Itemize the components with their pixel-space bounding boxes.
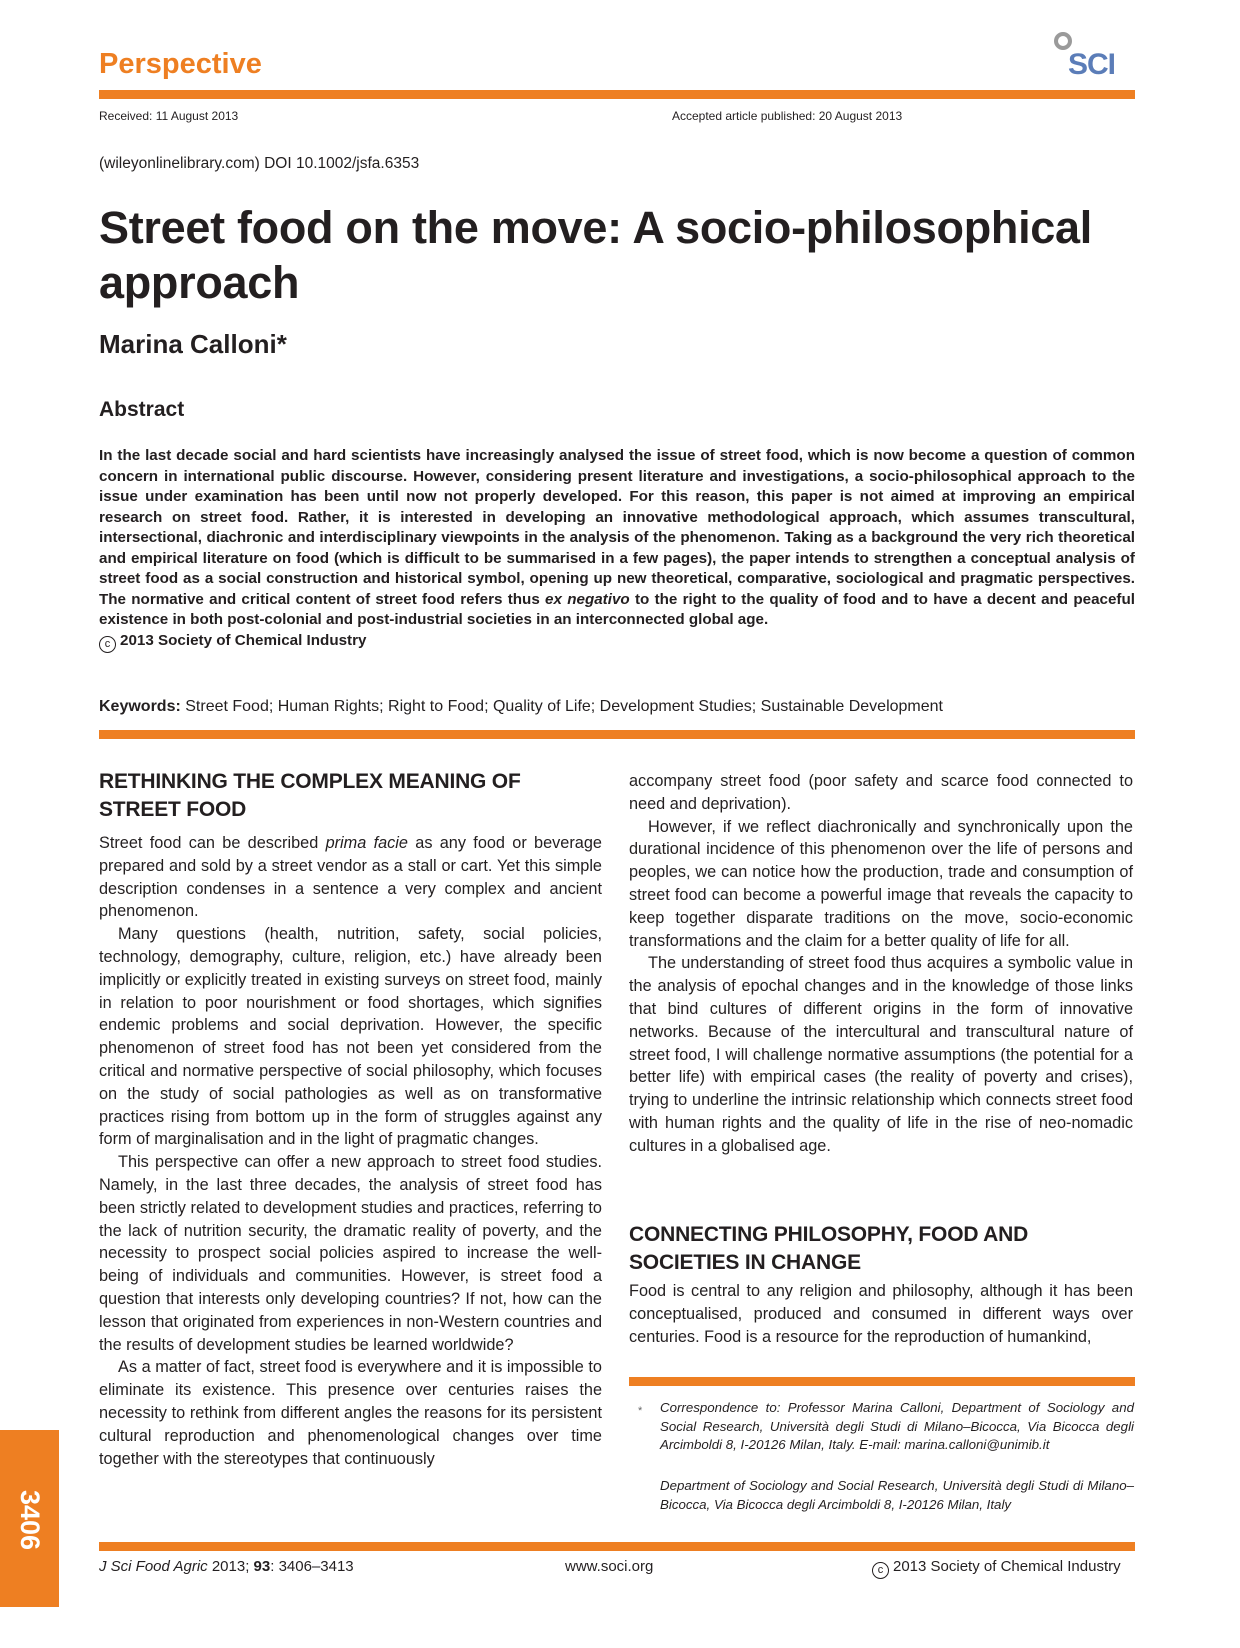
footnote-rule [629, 1377, 1135, 1386]
doi-line[interactable]: (wileyonlinelibrary.com) DOI 10.1002/jsfa.6353 [99, 155, 420, 172]
keywords-line [99, 698, 943, 716]
paragraph-1: Street food can be described prima facie as any food or beverage prepared and sold by a street vendor as a stall or cart. Yet this simple description condenses in a sentence a very complex and ancient phenomenon. [99, 834, 602, 921]
section-heading-2: CONNECTING PHILOSOPHY, FOOD AND SOCIETIES IN CHANGE [629, 1223, 1029, 1274]
footer-copyright: c 2013 Society of Chemical Industry [872, 1558, 1121, 1579]
abstract-text-1: In the last decade social and hard scientists have increasingly analysed the issue of street food, which is now become a question of common concern in international public discourse. However, considering present literature and investigations, a socio-philosophical approach to the issue under examination has been until now not properly developed. For this reason, this paper is not aimed at improving an empirical research on street food. Rather, it is interested in developing an innovative methodological approach, which assumes transcultural, intersectional, diachronic and interdisciplinary viewpoints in the analysis of the phenomenon. Taking as a background the very rich theoretical and empirical literature on food (which is difficult to be summarised in a few pages), the paper intends to strengthen a conceptual analysis of street food as a social construction and historical symbol, opening up new theoretical, comparative, sociological and pragmatic perspectives. The normative and critical content of street food refers thus [99, 447, 1135, 608]
left-column [99, 832, 602, 1470]
abstract-italic: ex negativo [545, 590, 630, 608]
abstract-rule [99, 730, 1135, 739]
right-column-continued [629, 1280, 1133, 1348]
right-column [629, 770, 1133, 1158]
page-number-tab [0, 1430, 59, 1607]
paragraph-3: This perspective can offer a new approach to street food studies. Namely, in the last three decades, the analysis of street food has been strictly related to development studies and practices, referring to the lack of nutrition security, the dramatic reality of poverty, and the necessity to prospect social policies aspired to increase the well-being of individuals and communities. However, is street food a question that interests only developing countries? If not, how can the lesson that originated from experiences in non-Western countries and the results of development studies be learned worldwide? [99, 1153, 602, 1354]
logo-text: SCI [1068, 48, 1116, 81]
section-label: Perspective [99, 48, 262, 80]
abstract-text-2: to the right to the quality of food and to have a decent and peaceful existence in both post-colonial and post-industrial societies in an interconnected global age. [99, 590, 1135, 628]
paragraph-2: Many questions (health, nutrition, safety, social policies, technology, demography, culture, religion, etc.) have already been implicitly or explicitly treated in existing surveys on street food, mainly in relation to poor nourishment or food shortages, which signifies endemic problems and social deprivation. However, the specific phenomenon of street food has not been yet considered from the critical and normative perspective of social philosophy, which focuses on the study of social pathologies as well as on transformative practices rising from bottom up in the form of struggles against any form of marginalisation and in the light of pragmatic changes. [99, 925, 602, 1149]
paragraph-4: As a matter of fact, street food is everywhere and it is impossible to eliminate its existence. This presence over centuries raises the necessity to rethink from different angles the reasons for its persistent cultural reproduction and phenomenological changes over time together with the stereotypes that continuously [99, 1358, 602, 1468]
footnote-correspondence: Correspondence to: Professor Marina Calloni, Department of Sociology and Social Research, Università degli Studi di Milano–Bicocca, Via Bicocca degli Arcimboldi 8, I-20126 Milan, Italy. E-mail: marina.calloni@unimib.it [660, 1400, 1134, 1452]
footer-copyright-icon: c [872, 1562, 889, 1579]
header-rule [99, 90, 1135, 99]
journal-website[interactable]: www.soci.org [565, 1558, 654, 1575]
article-title: Street food on the move: A socio-philosophical approach [99, 202, 1092, 308]
footer-rule [99, 1542, 1135, 1551]
paragraph-5: accompany street food (poor safety and scarce food connected to need and deprivation). [629, 772, 1133, 813]
footnote-affiliation: Department of Sociology and Social Research, Università degli Studi di Milano–Bicocca, Via Bicocca degli Arcimboldi 8, I-20126 Milan, Italy [660, 1478, 1134, 1512]
paragraph-8: Food is central to any religion and philosophy, although it has been conceptualised, produced and consumed in different ways over centuries. Food is a resource for the reproduction of humankind, [629, 1282, 1133, 1346]
paragraph-6: However, if we reflect diachronically and synchronically upon the durational incidence of this phenomenon over the life of persons and peoples, we can notice how the production, trade and consumption of street food can become a powerful image that reveals the capacity to keep together disparate traditions on the move, socio-economic transformations and the claim for a better quality of life for all. [629, 817, 1133, 950]
paragraph-7: The understanding of street food thus acquires a symbolic value in the analysis of epochal changes and in the knowledge of those links that bind cultures of different origins in the form of innovative networks. Because of the intercultural and transcultural nature of street food, I will challenge normative assumptions (the potential for a better life) with empirical cases (the reality of poverty and crises), trying to underline the intrinsic relationship which connects street food with human rights and the quality of life in the rise of neo-nomadic cultures in a globalised age. [629, 954, 1133, 1155]
author-name: Marina Calloni* [99, 329, 287, 359]
keywords-list: Street Food; Human Rights; Right to Food; Quality of Life; Development Studies; Sustainable Development [185, 698, 943, 715]
journal-citation: J Sci Food Agric 2013; 93: 3406–3413 [99, 1558, 354, 1575]
footnote-marker: * [638, 1405, 643, 1417]
accepted-date: Accepted article published: 20 August 2013 [672, 109, 903, 123]
section-heading-1: RETHINKING THE COMPLEX MEANING OF STREET FOOD [99, 770, 521, 821]
abstract-heading: Abstract [99, 398, 185, 421]
keywords-label: Keywords: [99, 698, 181, 715]
copyright-icon: c [99, 636, 116, 653]
received-date: Received: 11 August 2013 [99, 109, 239, 123]
sci-logo [1052, 28, 1142, 84]
abstract-copyright: 2013 Society of Chemical Industry [120, 631, 367, 649]
page-number: 3406 [15, 1490, 45, 1551]
abstract-body [99, 446, 1135, 653]
